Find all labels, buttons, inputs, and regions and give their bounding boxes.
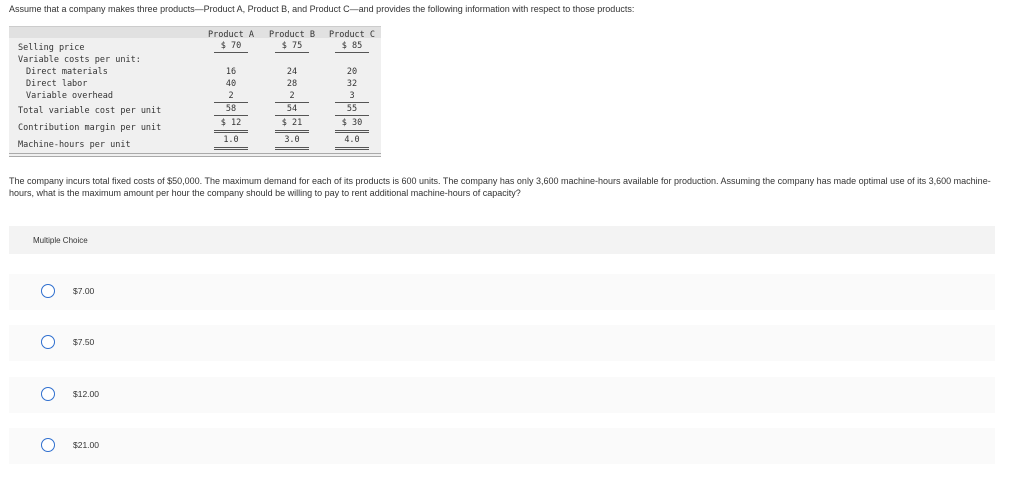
table-bottom-rule xyxy=(9,156,381,157)
value-selling-price-c: $ 85 xyxy=(341,41,363,51)
radio-button[interactable] xyxy=(41,438,55,452)
product-data-table xyxy=(9,26,381,157)
row-direct-materials xyxy=(9,67,381,78)
radio-button[interactable] xyxy=(41,335,55,349)
label-selling-price: Selling price xyxy=(18,43,85,53)
underline xyxy=(214,132,248,133)
underline xyxy=(335,130,369,131)
underline xyxy=(335,132,369,133)
answer-option-3[interactable] xyxy=(9,377,995,413)
value-direct-labor-a: 40 xyxy=(225,79,237,89)
value-total-variable-c: 55 xyxy=(346,104,358,114)
value-variable-overhead-a: 2 xyxy=(228,91,234,101)
label-variable-costs: Variable costs per unit: xyxy=(18,55,141,65)
underline xyxy=(214,149,248,150)
label-direct-materials: Direct materials xyxy=(26,67,108,77)
value-machine-hours-b: 3.0 xyxy=(284,135,300,145)
row-selling-price xyxy=(9,41,381,52)
answer-option-label: $21.00 xyxy=(73,440,99,450)
value-total-variable-b: 54 xyxy=(286,104,298,114)
row-contribution-margin xyxy=(9,118,381,133)
answer-option-4[interactable] xyxy=(9,428,995,464)
value-contribution-margin-c: $ 30 xyxy=(341,118,363,128)
value-direct-materials-c: 20 xyxy=(346,67,358,77)
value-selling-price-a: $ 70 xyxy=(220,41,242,51)
label-machine-hours: Machine-hours per unit xyxy=(18,140,131,150)
multiple-choice-title: Multiple Choice xyxy=(33,236,88,245)
row-total-variable-cost xyxy=(9,104,381,115)
value-variable-overhead-b: 2 xyxy=(289,91,295,101)
value-direct-materials-b: 24 xyxy=(286,67,298,77)
label-direct-labor: Direct labor xyxy=(26,79,88,89)
value-direct-materials-a: 16 xyxy=(225,67,237,77)
underline xyxy=(275,132,309,133)
underline xyxy=(275,149,309,150)
underline xyxy=(335,147,369,148)
answer-option-label: $7.00 xyxy=(73,286,95,296)
underline xyxy=(335,115,369,116)
multiple-choice-header xyxy=(9,226,995,254)
radio-button[interactable] xyxy=(41,387,55,401)
answer-option-label: $7.50 xyxy=(73,337,95,347)
row-machine-hours xyxy=(9,135,381,150)
underline xyxy=(275,52,309,53)
value-contribution-margin-a: $ 12 xyxy=(220,118,242,128)
underline xyxy=(275,115,309,116)
underline xyxy=(275,130,309,131)
underline xyxy=(335,102,369,103)
value-machine-hours-a: 1.0 xyxy=(223,135,239,145)
value-total-variable-a: 58 xyxy=(225,104,237,114)
underline xyxy=(275,102,309,103)
radio-button[interactable] xyxy=(41,284,55,298)
value-contribution-margin-b: $ 21 xyxy=(281,118,303,128)
row-direct-labor xyxy=(9,79,381,90)
value-direct-labor-c: 32 xyxy=(346,79,358,89)
intro-text: Assume that a company makes three products—Product A, Product B, and Product C—and provides the following information with respect to those products: xyxy=(9,4,635,14)
underline xyxy=(214,102,248,103)
header-product-c: Product C xyxy=(328,30,376,40)
row-variable-overhead xyxy=(9,91,381,102)
underline xyxy=(214,130,248,131)
row-variable-costs-heading xyxy=(9,55,381,66)
header-product-a: Product A xyxy=(207,30,255,40)
underline xyxy=(335,52,369,53)
answer-option-1[interactable] xyxy=(9,274,995,310)
value-variable-overhead-c: 3 xyxy=(349,91,355,101)
underline xyxy=(214,147,248,148)
underline xyxy=(335,149,369,150)
value-direct-labor-b: 28 xyxy=(286,79,298,89)
table-bottom-rule xyxy=(9,153,381,154)
underline xyxy=(214,115,248,116)
label-variable-overhead: Variable overhead xyxy=(26,91,113,101)
value-machine-hours-c: 4.0 xyxy=(344,135,360,145)
answer-option-label: $12.00 xyxy=(73,389,99,399)
value-selling-price-b: $ 75 xyxy=(281,41,303,51)
underline xyxy=(275,147,309,148)
answer-option-2[interactable] xyxy=(9,325,995,361)
label-contribution-margin: Contribution margin per unit xyxy=(18,123,162,133)
question-text: The company incurs total fixed costs of $50,000. The maximum demand for each of its products is 600 units. The company has only 3,600 machine-hours available for production. Assuming the company has made optimal use of its 3,600 machine-hours, what is the maximum amount per hour the company should be willing to pay to rent additional machine-hours of capacity? xyxy=(9,176,991,198)
header-product-b: Product B xyxy=(268,30,316,40)
label-total-variable-cost: Total variable cost per unit xyxy=(18,106,162,116)
underline xyxy=(214,52,248,53)
